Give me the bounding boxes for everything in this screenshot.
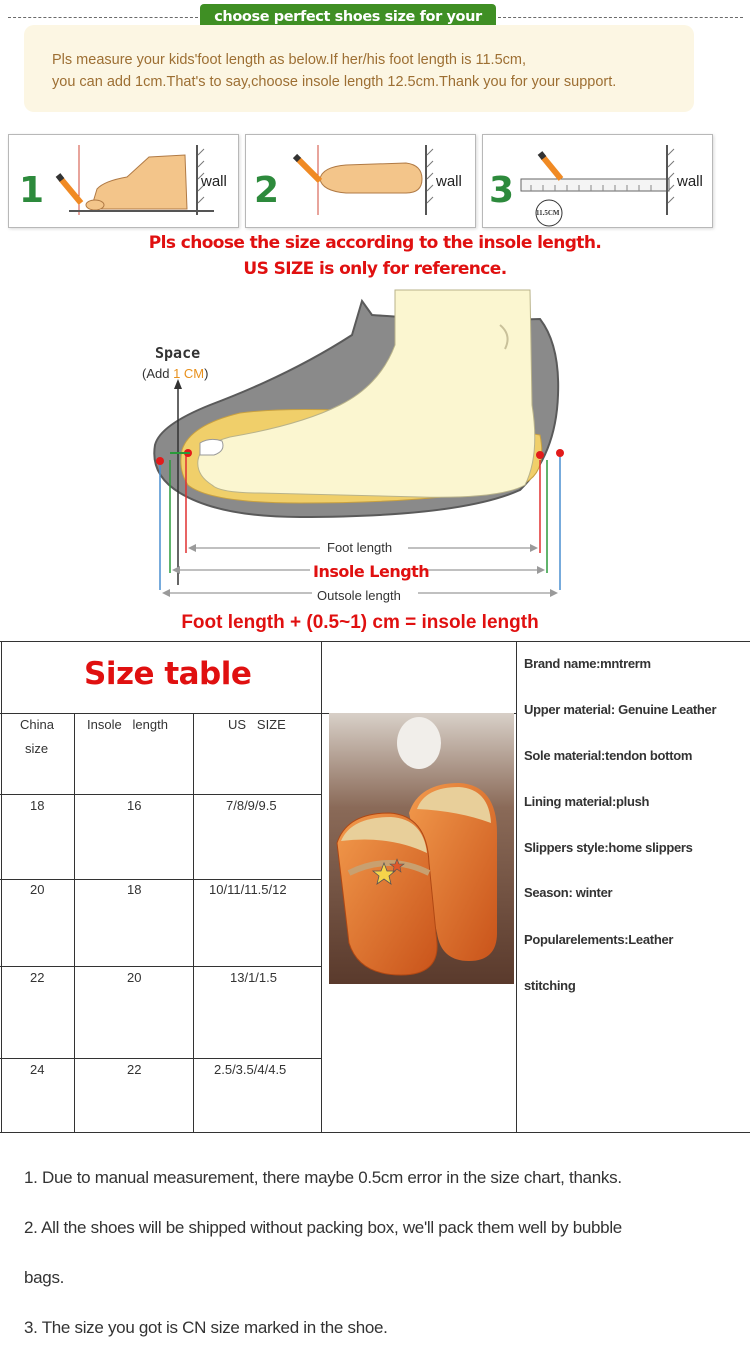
- note-2-cont: bags.: [24, 1268, 65, 1287]
- spec-style: Slippers style:home slippers: [524, 840, 693, 855]
- row-1-insole: 16: [127, 798, 142, 813]
- step-number-1: 1: [19, 170, 45, 211]
- table-divider-1: [321, 641, 322, 1132]
- headline-insole: Pls choose the size according to the insole length.: [148, 233, 602, 253]
- note-1: 1. Due to manual measurement, there maybe 0.5cm error in the size chart, thanks.: [24, 1168, 622, 1187]
- space-label: Space: [155, 344, 201, 362]
- foot-length-label: Foot length: [327, 540, 393, 555]
- header-china-size: size: [25, 741, 49, 756]
- table-row-rule-1: [0, 794, 321, 795]
- add-prefix: (Add: [142, 366, 174, 381]
- banner-dash-left: [8, 17, 198, 18]
- pencil-icon: [540, 153, 561, 179]
- row-4-insole: 22: [127, 1062, 142, 1077]
- wall-label-2: wall: [436, 173, 462, 190]
- row-2-us: 10/11/11.5/12: [209, 882, 287, 897]
- step-panel-3: [482, 134, 713, 228]
- table-col-rule-1: [74, 713, 75, 1132]
- wall-label-1: wall: [201, 173, 227, 190]
- slipper-product-photo: [329, 713, 514, 984]
- table-border-bottom: [0, 1132, 750, 1133]
- step-panel-1: [8, 134, 239, 228]
- row-4-us: 2.5/3.5/4/4.5: [214, 1062, 287, 1077]
- notice-line-1: Pls measure your kids'foot length as below.If her/his foot length is 11.5cm,: [52, 52, 526, 68]
- insole-formula: Foot length + (0.5~1) cm = insole length: [181, 612, 539, 633]
- add-value: 1 CM: [173, 366, 205, 381]
- insole-length-label: Insole Length: [313, 562, 430, 581]
- header-china: China: [20, 717, 54, 732]
- banner-dash-right: [498, 17, 743, 18]
- add-suffix: ): [204, 366, 209, 381]
- note-3: 3. The size you got is CN size marked in the shoe.: [24, 1318, 388, 1337]
- pencil-icon: [295, 156, 320, 181]
- step-number-2: 2: [254, 170, 280, 211]
- outsole-length-label: Outsole length: [317, 588, 401, 603]
- spec-elements-cont: stitching: [524, 978, 576, 993]
- spec-sole: Sole material:tendon bottom: [524, 748, 693, 763]
- headline-us-size: US SIZE is only for reference.: [243, 259, 507, 279]
- measure-notice: [24, 25, 694, 112]
- add-label: [142, 366, 208, 381]
- header-us-size: US SIZE: [228, 717, 286, 732]
- wall-label-3: wall: [677, 173, 703, 190]
- spec-season: Season: winter: [524, 885, 613, 900]
- table-row-rule-4: [0, 1058, 321, 1059]
- row-3-china: 22: [30, 970, 45, 985]
- step-number-3: 3: [489, 170, 515, 211]
- note-2: 2. All the shoes will be shipped without packing box, we'll pack them well by bubble: [24, 1218, 622, 1237]
- banner-title: choose perfect shoes size for your: [200, 4, 496, 30]
- spec-upper: Upper material: Genuine Leather: [524, 702, 717, 717]
- row-3-us: 13/1/1.5: [230, 970, 277, 985]
- spec-elements: Popularelements:Leather: [524, 932, 674, 947]
- table-divider-2: [516, 641, 517, 1132]
- row-2-china: 20: [30, 882, 45, 897]
- header-insole: Insole length: [87, 717, 168, 732]
- row-3-insole: 20: [127, 970, 142, 985]
- table-col-rule-2: [193, 713, 194, 1132]
- table-row-rule-3: [0, 966, 321, 967]
- measure-label: 11.5CM: [536, 209, 560, 217]
- table-border-top: [0, 641, 750, 642]
- row-1-us: 7/8/9/9.5: [226, 798, 277, 813]
- row-2-insole: 18: [127, 882, 142, 897]
- spec-brand: Brand name:mntrerm: [524, 656, 651, 671]
- row-4-china: 24: [30, 1062, 45, 1077]
- spec-lining: Lining material:plush: [524, 794, 650, 809]
- pencil-icon: [58, 175, 81, 203]
- notice-line-2: you can add 1cm.That's to say,choose insole length 12.5cm.Thank you for your support.: [52, 74, 617, 90]
- step-panel-2: [245, 134, 476, 228]
- size-table-title: Size table: [84, 656, 252, 692]
- table-row-rule-2: [0, 879, 321, 880]
- row-1-china: 18: [30, 798, 45, 813]
